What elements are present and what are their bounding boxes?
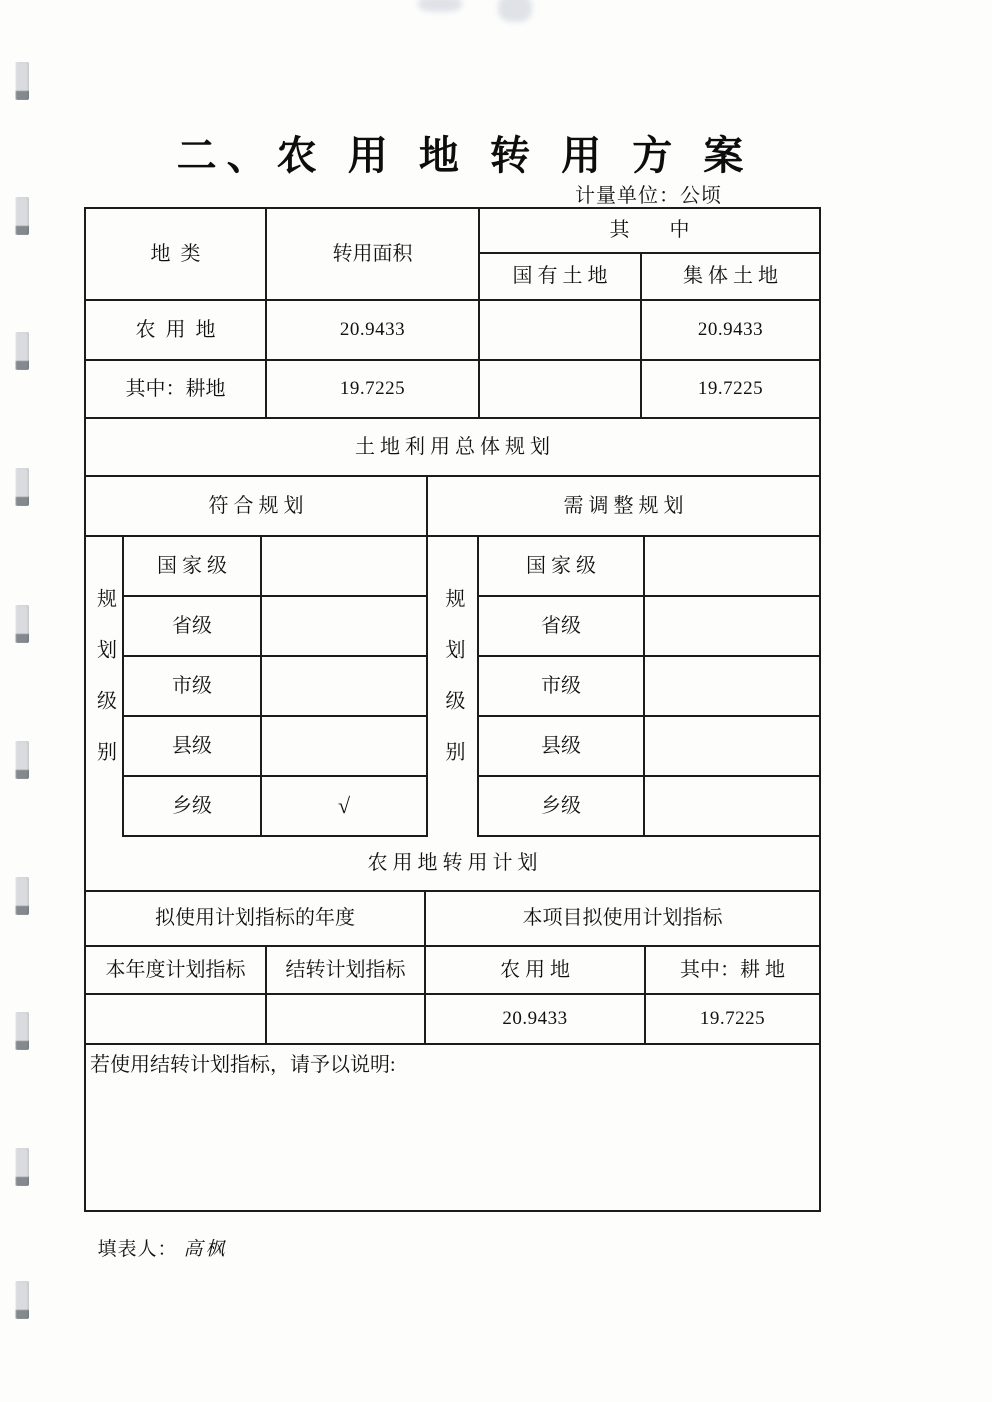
binding-hole-mark: [15, 468, 29, 506]
section-conversion-area: [86, 209, 819, 419]
header-cultivated-quota: 其中：耕 地: [646, 947, 819, 995]
left-side-label-planning-level: [86, 537, 124, 837]
planning-level-vertical-text: 规划级别: [442, 588, 464, 792]
right-side-label-planning-level: [428, 537, 479, 837]
header-state-land: 国 有 土 地: [480, 254, 642, 301]
binding-hole-mark: [15, 741, 29, 779]
value-farmland-quota: 20.9433: [426, 995, 646, 1045]
right-level-county-value: [645, 717, 819, 777]
scan-smudge: [498, 0, 532, 22]
carryover-note-label: 若使用结转计划指标，请予以说明:: [90, 1054, 396, 1076]
right-level-township-value: [645, 777, 819, 837]
section-planning-title: [86, 419, 819, 477]
header-carryover-quota: 结转计划指标: [267, 947, 426, 995]
conversion-plan-title: 农 用 地 转 用 计 划: [86, 837, 819, 892]
row-cultivated-state: [480, 361, 642, 419]
right-level-city-value: [645, 657, 819, 717]
row-cultivated-area: 19.7225: [267, 361, 480, 419]
row-farmland-area: 20.9433: [267, 301, 480, 361]
right-level-province-label: 省级: [479, 597, 645, 657]
binding-hole-mark: [15, 1148, 29, 1186]
value-current-year-quota: [86, 995, 267, 1045]
left-level-county-label: 县级: [124, 717, 262, 777]
header-land-type: 地 类: [86, 209, 267, 301]
row-farmland-state: [480, 301, 642, 361]
section-note: [86, 1045, 819, 1210]
header-current-year-quota: 本年度计划指标: [86, 947, 267, 995]
left-level-township-label: 乡级: [124, 777, 262, 837]
unit-label: 计量单位：公顷: [575, 185, 722, 207]
right-level-national-value: [645, 537, 819, 597]
binding-hole-mark: [15, 332, 29, 370]
scan-smudge: [418, 0, 462, 12]
header-project-plan-quota: 本项目拟使用计划指标: [426, 892, 819, 947]
row-cultivated-label: 其中：耕地: [86, 361, 267, 419]
land-conversion-form-table: [84, 207, 821, 1212]
right-level-township-label: 乡级: [479, 777, 645, 837]
header-conforms-plan: 符 合 规 划: [86, 477, 428, 537]
right-level-county-label: 县级: [479, 717, 645, 777]
right-level-national-label: 国 家 级: [479, 537, 645, 597]
binding-hole-mark: [15, 197, 29, 235]
binding-hole-mark: [15, 877, 29, 915]
header-plan-year: 拟使用计划指标的年度: [86, 892, 426, 947]
value-carryover-quota: [267, 995, 426, 1045]
header-conversion-area: 转用面积: [267, 209, 480, 301]
binding-hole-mark: [15, 62, 29, 100]
binding-hole-mark: [15, 1281, 29, 1319]
row-cultivated-collective: 19.7225: [642, 361, 819, 419]
row-farmland-collective: 20.9433: [642, 301, 819, 361]
form-filler-line: [86, 1212, 228, 1261]
left-level-national-value: [262, 537, 428, 597]
section-conversion-plan: [86, 892, 819, 1045]
left-level-city-value: [262, 657, 428, 717]
right-level-city-label: 市级: [479, 657, 645, 717]
binding-hole-mark: [15, 605, 29, 643]
value-cultivated-quota: 19.7225: [646, 995, 819, 1045]
header-of-which: 其 中: [480, 209, 819, 254]
left-level-national-label: 国 家 级: [124, 537, 262, 597]
binding-hole-mark: [15, 1012, 29, 1050]
left-level-township-checkmark: √: [262, 777, 428, 837]
form-filler-name: 高枫: [183, 1239, 228, 1260]
header-farmland-quota: 农 用 地: [426, 947, 646, 995]
right-level-province-value: [645, 597, 819, 657]
left-level-province-value: [262, 597, 428, 657]
planning-title: 土 地 利 用 总 体 规 划: [86, 419, 819, 477]
left-level-city-label: 市级: [124, 657, 262, 717]
planning-level-vertical-text: 规划级别: [93, 588, 116, 792]
form-filler-label: 填表人：: [97, 1239, 178, 1260]
section-conversion-plan-title: [86, 837, 819, 892]
left-level-province-label: 省级: [124, 597, 262, 657]
row-farmland-label: 农 用 地: [86, 301, 267, 361]
section-planning-levels: [86, 477, 819, 837]
header-collective-land: 集 体 土 地: [642, 254, 819, 301]
header-needs-adjust-plan: 需 调 整 规 划: [428, 477, 819, 537]
left-level-county-value: [262, 717, 428, 777]
page-title: 二、农 用 地 转 用 方 案: [176, 134, 754, 178]
